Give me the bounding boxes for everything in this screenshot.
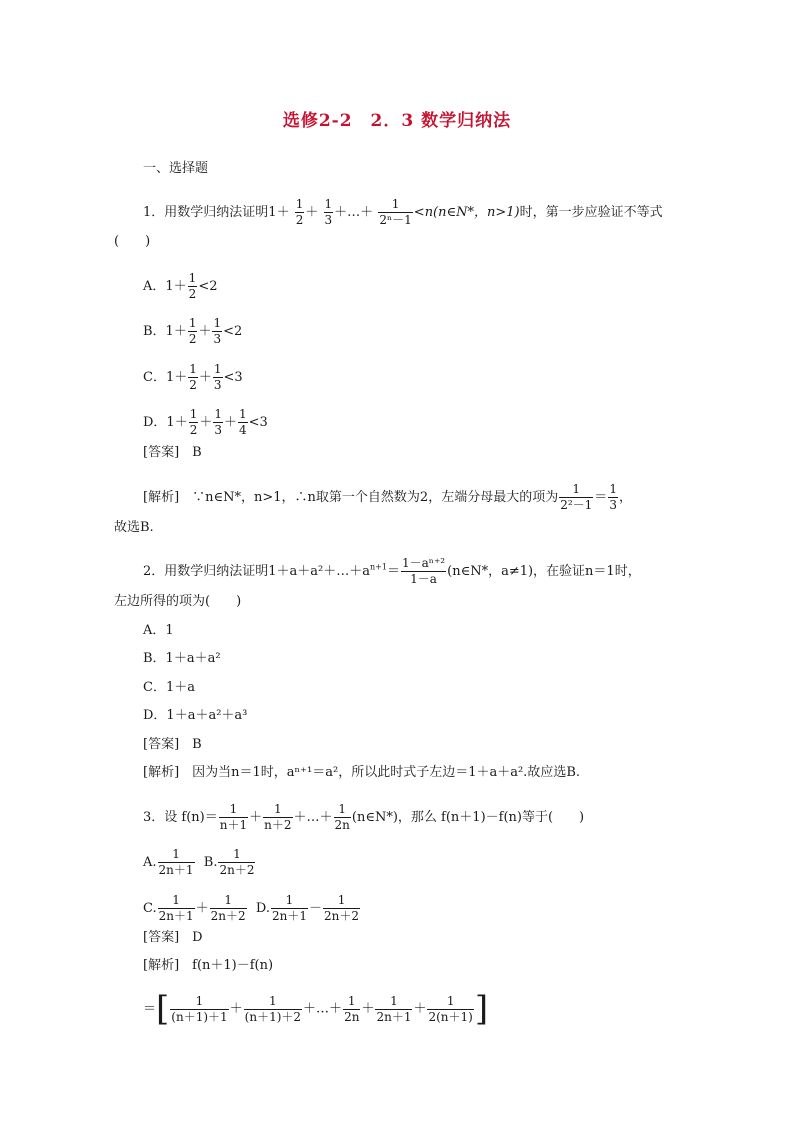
option-c: C．1＋a: [143, 680, 195, 695]
answer-3: [答案] D: [143, 930, 203, 945]
option-c: C．1＋ $\frac{1}{2}$ ＋ $\frac{1}{3}$ <3: [143, 362, 243, 392]
option-b: B．1＋a＋a²: [143, 651, 221, 666]
question-1: 1．用数学归纳法证明1＋ $\frac{1}{2}$ ＋ $\frac{1}{3}$ ＋…＋ $\frac{1}{\text{2ⁿ－1}}$ <n(n∈N*，n>1)时，第一步应验证不等式: [143, 197, 663, 227]
analysis-1: [解析] ∵n∈N*，n>1，∴n取第一个自然数为2，左端分母最大的项为 $\frac{1}{\text{2²－1}}$ ＝ $\frac{1}{3}$ ，: [143, 482, 632, 512]
option-d: D．1＋a＋a²＋a³: [143, 708, 248, 723]
option-a: A．1: [143, 623, 174, 638]
fraction: $\frac{1}{3}$: [324, 197, 333, 227]
question-1-paren: ( ): [114, 234, 151, 249]
answer-2: [答案] B: [143, 737, 202, 752]
analysis-3: [解析] f(n＋1)－f(n): [143, 958, 274, 973]
question-3: 3．设 f(n)＝ $\frac{1}{n+1}$ ＋ $\frac{1}{n+2}$ ＋…＋ $\frac{1}{2n}$ (n∈N*)，那么 f(n＋1)－f(n)等于( ): [143, 802, 585, 832]
section-heading: 一、选择题: [143, 161, 209, 176]
analysis-2: [解析] 因为当n＝1时，aⁿ⁺¹＝a²，所以此时式子左边＝1＋a＋a².故应选B.: [143, 765, 580, 780]
fraction: $\frac{1}{2}$: [295, 197, 304, 227]
analysis-1-end: 故选B.: [114, 520, 154, 535]
page-title: 选修2-2 2．3 数学归纳法: [282, 111, 512, 131]
question-2: 2．用数学归纳法证明$1+a+a^2+\dots+a^{n+1}=$ $\frac{\text{1－aⁿ⁺²}}{1-a}$ (n∈N*，a≠1)，在验证n＝1时，: [143, 556, 641, 586]
question-2-line2: 左边所得的项为( ): [114, 594, 242, 609]
analysis-3-equation: ＝[ $\frac{1}{(n+1)+1}$ ＋ $\frac{1}{(n+1)+2}$ ＋…＋ $\frac{1}{2n}$ ＋ $\frac{1}{2n+1}$ ＋ $\frac{1}{2(n+1)}$ ]: [143, 989, 489, 1029]
options-ab: A. $\frac{1}{2n+1}$ B. $\frac{1}{2n+2}$: [143, 847, 255, 877]
answer-1: [答案] B: [143, 445, 202, 460]
options-cd: C. $\frac{1}{2n+1}$ ＋ $\frac{1}{2n+2}$ D. $\frac{1}{2n+1}$ － $\frac{1}{2n+2}$: [143, 893, 360, 923]
option-a: A．1＋ $\frac{1}{2}$ <2: [143, 271, 218, 301]
option-b: B．1＋ $\frac{1}{2}$ ＋ $\frac{1}{3}$ <2: [143, 316, 243, 346]
fraction: $\frac{1}{\text{2ⁿ－1}}$: [379, 197, 412, 227]
option-d: D．1＋ $\frac{1}{2}$ ＋ $\frac{1}{3}$ ＋ $\frac{1}{4}$ <3: [143, 407, 268, 437]
